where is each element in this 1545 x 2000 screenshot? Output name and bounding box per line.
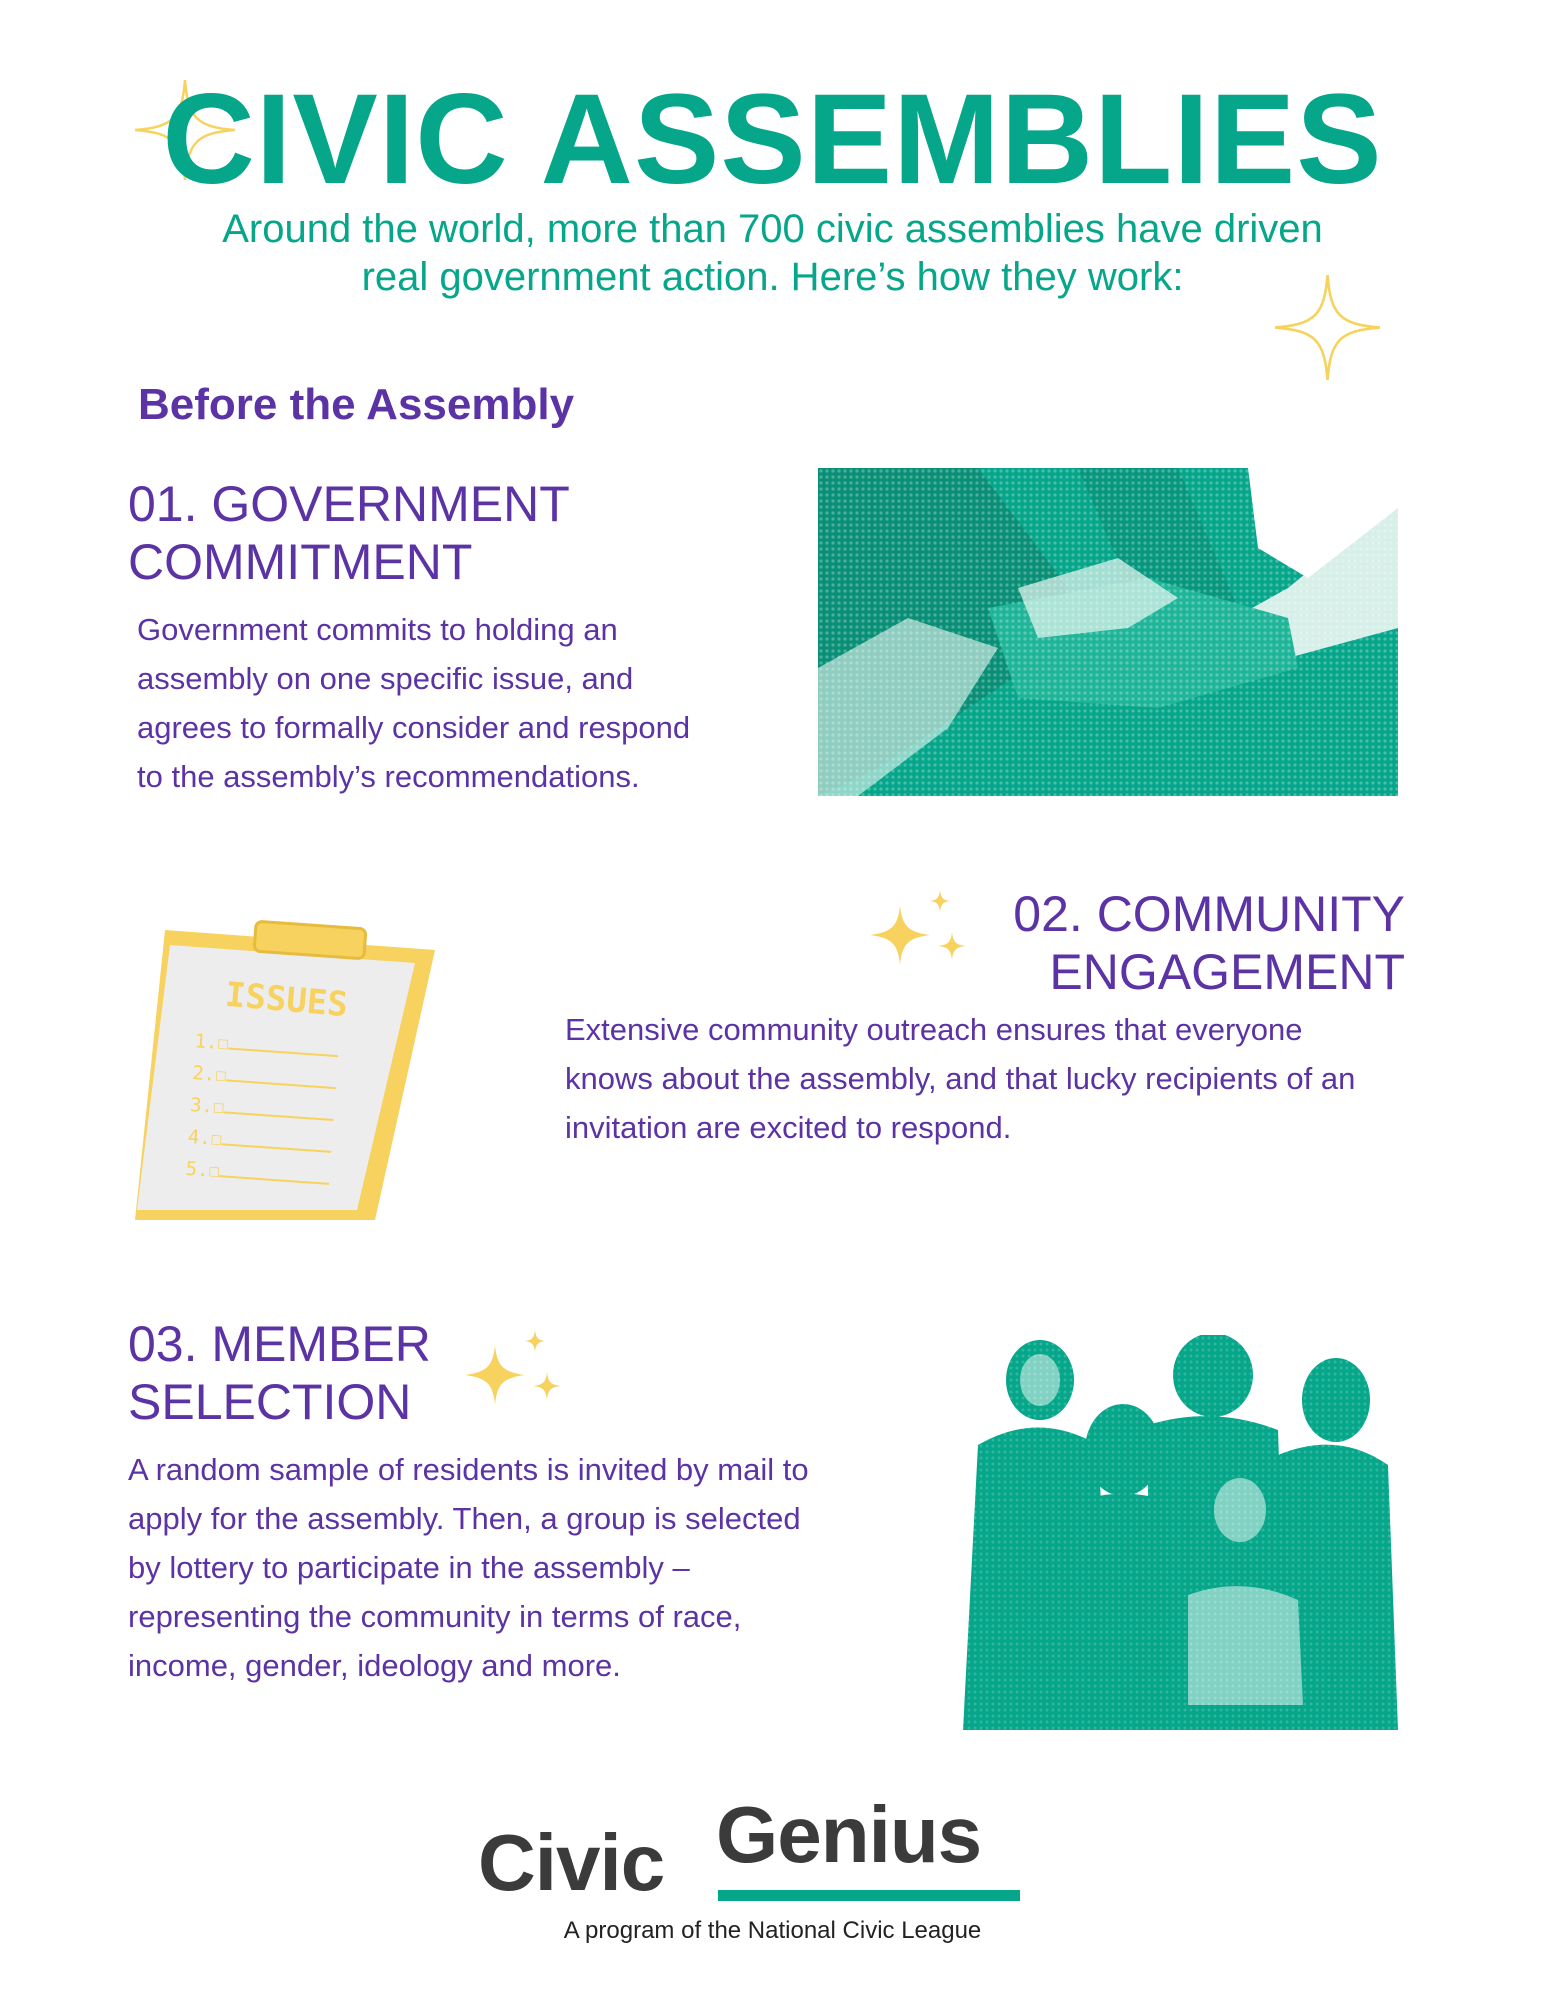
- step-1-body: Government commits to holding an assembly on one specific issue, and agrees to formally consider and respond to the assembly’s recommendations.: [137, 612, 691, 794]
- group-photo: [948, 1335, 1408, 1730]
- page-subtitle: Around the world, more than 700 civic assemblies have driven real government action. Here’s how they work:: [222, 207, 1323, 299]
- step-2-title: 02. COMMUNITY ENGAGEMENT: [1013, 886, 1405, 1000]
- sparkle-cluster-icon: [465, 1330, 565, 1410]
- page-title: CIVIC ASSEMBLIES: [162, 68, 1383, 211]
- list-item: 2.☐: [191, 1057, 337, 1099]
- footer-tagline: A program of the National Civic League: [563, 1917, 982, 1944]
- civic-genius-logo: [478, 1790, 1038, 1907]
- issues-clipboard: [125, 920, 455, 1225]
- clipboard-heading: ISSUES: [223, 974, 350, 1026]
- list-item: 5.☐: [185, 1153, 331, 1195]
- list-item: 1.☐: [194, 1025, 340, 1067]
- logo-underline: [718, 1890, 1020, 1901]
- step-1-title: 01. GOVERNMENT COMMITMENT: [128, 476, 570, 590]
- step-3-body: A random sample of residents is invited by mail to apply for the assembly. Then, a group is selected by lottery to participate in the assembly – representing the community in terms of race, income, gender, ideology and more.: [128, 1452, 809, 1683]
- section-title: Before the Assembly: [138, 380, 575, 429]
- list-item: 4.☐: [187, 1121, 333, 1163]
- clipboard-list: [185, 1025, 340, 1195]
- step-3-title: 03. MEMBER SELECTION: [128, 1316, 431, 1430]
- step-2-body: Extensive community outreach ensures that everyone knows about the assembly, and that lucky recipients of an invitation are excited to respond.: [565, 1012, 1356, 1145]
- logo-civic: Civic: [478, 1818, 665, 1907]
- list-item: 3.☐: [189, 1089, 335, 1131]
- logo-genius: Genius: [716, 1790, 982, 1879]
- hands-photo: [818, 468, 1398, 796]
